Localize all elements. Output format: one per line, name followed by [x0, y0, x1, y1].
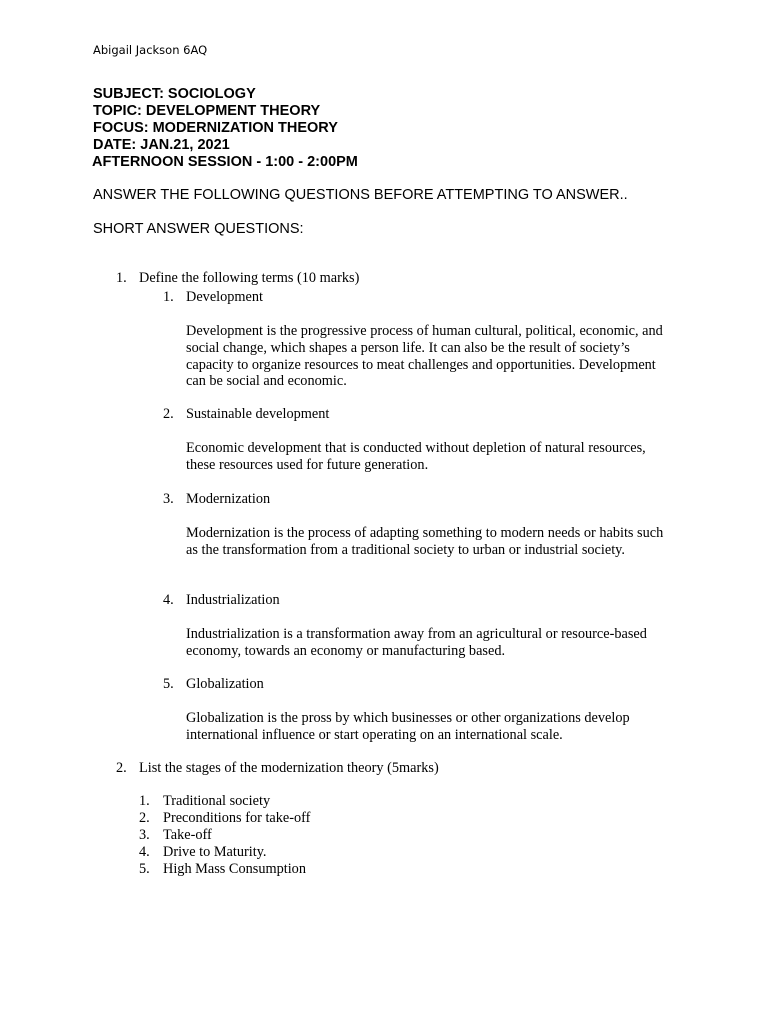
term-number: 3. [163, 491, 174, 507]
stage-number: 4. [139, 844, 150, 860]
instruction-text: ANSWER THE FOLLOWING QUESTIONS BEFORE ATTEMPTING TO ANSWER.. [93, 187, 628, 203]
subject-heading: SUBJECT: SOCIOLOGY [93, 86, 256, 102]
term-definition: Globalization is the pross by which businesses or other organizations develop international influence or start operating on an international scale. [186, 710, 630, 743]
term-name: Development [186, 289, 264, 305]
term-name: Sustainable development [186, 406, 330, 422]
term-definition: Modernization is the process of adapting something to modern needs or habits such as the transformation from a traditional society to urban or industrial society. [186, 525, 664, 558]
question-number: 1. [116, 270, 127, 286]
term-name: Industrialization [186, 592, 280, 608]
stage-item: Drive to Maturity. [163, 844, 267, 860]
term-number: 5. [163, 676, 174, 692]
stage-number: 1. [139, 793, 150, 809]
stage-number: 5. [139, 861, 150, 877]
stage-number: 3. [139, 827, 150, 843]
section-title: SHORT ANSWER QUESTIONS: [93, 221, 304, 237]
stage-item: Preconditions for take-off [163, 810, 311, 826]
stage-item: High Mass Consumption [163, 861, 306, 877]
question-text: Define the following terms (10 marks) [139, 270, 360, 286]
term-definition: Industrialization is a transformation away from an agricultural or resource-based economy, towards an economy or manufacturing based. [186, 626, 647, 659]
date-heading: DATE: JAN.21, 2021 [93, 137, 230, 153]
term-number: 1. [163, 289, 174, 305]
question-number: 2. [116, 760, 127, 776]
focus-heading: FOCUS: MODERNIZATION THEORY [93, 120, 338, 136]
term-name: Globalization [186, 676, 264, 692]
term-number: 4. [163, 592, 174, 608]
header-block [93, 86, 358, 171]
topic-heading: TOPIC: DEVELOPMENT THEORY [93, 103, 321, 119]
author-line: Abigail Jackson 6AQ [93, 43, 208, 57]
stage-item: Take-off [163, 827, 212, 843]
term-definition: Economic development that is conducted without depletion of natural resources, these resources used for future generation. [186, 440, 646, 473]
question-text: List the stages of the modernization theory (5marks) [139, 760, 439, 776]
session-heading: AFTERNOON SESSION - 1:00 - 2:00PM [92, 154, 358, 170]
stage-number: 2. [139, 810, 150, 826]
term-definition: Development is the progressive process of human cultural, political, economic, and social change, which shapes a person life. It can also be the result of society’s capacity to organize resources to meat challenges and opportunities. Development can be social and economic. [186, 323, 663, 390]
term-number: 2. [163, 406, 174, 422]
term-name: Modernization [186, 491, 271, 507]
stage-item: Traditional society [163, 793, 271, 809]
